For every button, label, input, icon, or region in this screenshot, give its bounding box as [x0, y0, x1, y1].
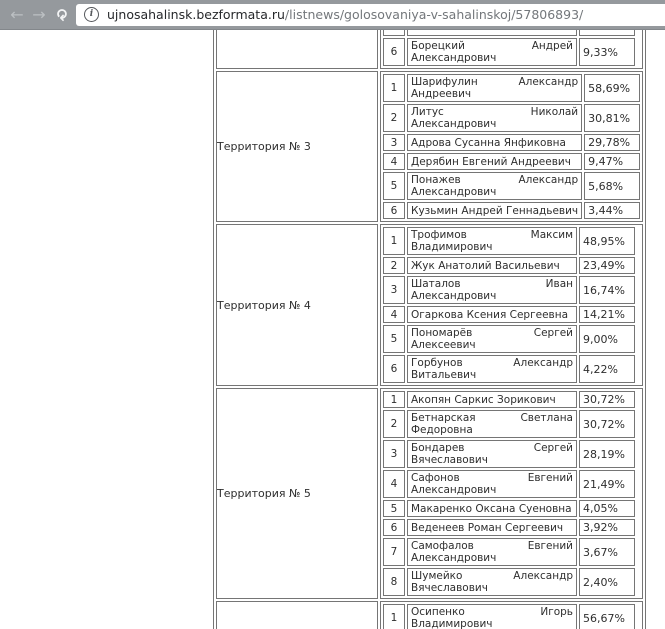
territory-cell: Территория № 5: [216, 388, 378, 599]
candidates-table: [381, 225, 637, 385]
candidate-row: [383, 104, 640, 132]
candidate-row: [383, 500, 635, 517]
candidate-row: [383, 172, 640, 200]
candidate-name-line: Алексеевич: [411, 339, 476, 351]
candidate-name-line: Акопян Саркис Зорикович: [411, 393, 556, 406]
candidate-name-line: Жук Анатолий Васильевич: [411, 259, 560, 272]
url-text: [107, 7, 583, 22]
candidate-name-word: Шарифулин: [411, 76, 478, 88]
candidate-name-line: Макаренко Оксана Суеновна: [411, 502, 572, 515]
candidate-name-line: [411, 229, 573, 241]
candidate-percent-cell: 30,72%: [579, 391, 635, 408]
candidates-table: [381, 389, 637, 598]
candidate-name-cell: [407, 74, 582, 102]
candidate-number-cell: 2: [383, 104, 405, 132]
candidate-name-line: [411, 412, 573, 424]
candidate-percent-cell: 3,67%: [579, 538, 635, 566]
territory-group-row: [216, 71, 643, 222]
candidate-percent-cell: 58,69%: [584, 74, 640, 102]
candidate-name-word: Сафонов: [411, 472, 460, 484]
back-button[interactable]: [6, 3, 28, 27]
candidate-percent-cell: 3,44%: [584, 202, 640, 219]
candidate-number-cell: 1: [383, 74, 405, 102]
forward-button[interactable]: [28, 3, 50, 27]
candidate-name-word: Литус: [411, 106, 444, 118]
candidate-row: [383, 410, 635, 438]
candidate-name-cell: [407, 30, 577, 36]
candidate-percent-cell: 4,22%: [579, 355, 635, 383]
candidate-name-word: Сергей: [533, 442, 573, 454]
candidate-name-cell: [407, 153, 582, 170]
candidate-name-line: Вячеславович: [411, 454, 488, 466]
candidate-row: [383, 538, 635, 566]
candidate-row: [383, 38, 635, 66]
candidate-number-cell: 6: [383, 38, 405, 66]
candidate-number-cell: [383, 30, 405, 36]
candidate-percent-cell: [579, 30, 635, 36]
candidate-name-line: Дерябин Евгений Андреевич: [411, 155, 571, 168]
candidate-name-word: Николай: [530, 106, 579, 118]
candidate-name-line: Александрович: [411, 118, 497, 130]
candidate-name-word: Бондарев: [411, 442, 465, 454]
candidate-name-cell: [407, 172, 582, 200]
candidate-name-cell: [407, 440, 577, 468]
candidate-row: [383, 306, 635, 323]
candidate-name-cell: [407, 604, 577, 629]
territory-cell: [216, 601, 378, 629]
candidate-row: [383, 568, 635, 596]
candidate-percent-cell: 2,40%: [579, 568, 635, 596]
candidate-name-line: Андреевич: [411, 88, 472, 100]
candidate-row: [383, 355, 635, 383]
candidate-name-line: [411, 357, 573, 369]
candidate-name-line: Витальевич: [411, 369, 477, 381]
candidate-percent-cell: 28,19%: [579, 440, 635, 468]
page-info-icon[interactable]: i: [84, 7, 99, 22]
candidate-name-line: Вячеславович: [411, 582, 488, 594]
candidate-percent-cell: 30,72%: [579, 410, 635, 438]
candidate-percent-cell: 9,33%: [579, 38, 635, 66]
candidate-number-cell: 2: [383, 257, 405, 274]
candidate-percent-cell: 16,74%: [579, 276, 635, 304]
candidate-name-cell: [407, 538, 577, 566]
candidate-number-cell: 8: [383, 568, 405, 596]
results-table-body: [216, 30, 643, 629]
territory-cell: Территория № 3: [216, 71, 378, 222]
candidate-name-cell: [407, 568, 577, 596]
candidate-name-line: Александрович: [411, 484, 497, 496]
candidate-row: [383, 391, 635, 408]
url-path: /listnews/golosovaniya-v-sahalinskoj/57806893/: [284, 7, 584, 22]
candidate-number-cell: 1: [383, 227, 405, 255]
candidates-table-body: [383, 30, 635, 66]
candidate-percent-cell: 48,95%: [579, 227, 635, 255]
candidate-name-line: [411, 30, 573, 34]
territory-cell: [216, 30, 378, 69]
candidate-name-word: Светлана: [520, 412, 573, 424]
candidate-name-line: Адрова Сусанна Янфиковна: [411, 136, 566, 149]
territory-group-row: [216, 30, 643, 69]
candidate-number-cell: 5: [383, 500, 405, 517]
candidate-name-line: [411, 174, 578, 186]
forward-arrow-icon: →: [32, 5, 46, 24]
candidate-row: [383, 202, 640, 219]
candidate-name-line: Владимирович: [411, 241, 493, 253]
candidate-row: [383, 134, 640, 151]
candidate-number-cell: 1: [383, 604, 405, 629]
candidate-percent-cell: 9,00%: [579, 325, 635, 353]
candidate-name-word: Максим: [530, 229, 573, 241]
candidate-percent-cell: 56,67%: [579, 604, 635, 629]
candidate-name-word: Александр: [518, 174, 579, 186]
candidate-name-word: Евгений: [527, 472, 573, 484]
candidate-name-cell: [407, 134, 582, 151]
candidate-name-word: Сергей: [533, 327, 573, 339]
candidate-percent-cell: 23,49%: [579, 257, 635, 274]
candidate-number-cell: 6: [383, 202, 405, 219]
candidate-name-line: [411, 327, 573, 339]
territory-cell: Территория № 4: [216, 224, 378, 386]
candidate-number-cell: 2: [383, 410, 405, 438]
territory-group-row: [216, 601, 643, 629]
browser-toolbar: [0, 0, 665, 30]
candidate-number-cell: 7: [383, 538, 405, 566]
candidates-cell: [380, 30, 643, 69]
candidate-name-line: [411, 540, 573, 552]
candidate-row: [383, 74, 640, 102]
candidate-number-cell: 6: [383, 355, 405, 383]
candidate-percent-cell: 3,92%: [579, 519, 635, 536]
candidate-name-line: Веденеев Роман Сергеевич: [411, 521, 564, 534]
candidate-row: [383, 30, 635, 36]
candidate-name-line: [411, 40, 573, 52]
results-table: [213, 30, 646, 629]
candidate-name-cell: [407, 391, 577, 408]
candidates-table: [381, 30, 637, 68]
address-bar[interactable]: [76, 4, 665, 26]
candidate-row: [383, 153, 640, 170]
candidate-name-line: [411, 472, 573, 484]
candidate-percent-cell: 9,47%: [584, 153, 640, 170]
candidate-name-line: Александрович: [411, 290, 497, 302]
candidate-name-cell: [407, 257, 577, 274]
candidate-name-line: Федоровна: [411, 424, 473, 436]
candidate-percent-cell: 5,68%: [584, 172, 640, 200]
candidate-name-cell: [407, 104, 582, 132]
candidate-name-cell: [407, 519, 577, 536]
candidate-number-cell: 5: [383, 325, 405, 353]
reload-icon: ⟳: [51, 8, 70, 21]
candidate-number-cell: 3: [383, 440, 405, 468]
candidates-cell: [380, 71, 643, 222]
candidate-name-line: Александрович: [411, 52, 497, 64]
candidate-row: [383, 440, 635, 468]
candidate-name-line: Александрович: [411, 552, 497, 564]
page-content: [0, 30, 665, 629]
candidate-name-word: Шаталов: [411, 278, 461, 290]
candidate-name-line: Огаркова Ксения Сергеевна: [411, 308, 569, 321]
candidate-name-cell: [407, 202, 582, 219]
candidate-name-word: Трофимов: [411, 229, 467, 241]
candidate-number-cell: 5: [383, 172, 405, 200]
candidate-name-word: Евгений: [527, 540, 573, 552]
candidates-table: [381, 72, 642, 221]
territory-group-row: [216, 224, 643, 386]
candidate-name-line: Александрович: [411, 186, 497, 198]
candidate-number-cell: 3: [383, 134, 405, 151]
candidate-name-word: Андрей: [531, 40, 573, 52]
candidate-name-cell: [407, 306, 577, 323]
candidate-name-word: Шумейко: [411, 570, 463, 582]
candidate-name-cell: [407, 276, 577, 304]
candidate-percent-cell: 29,78%: [584, 134, 640, 151]
candidate-number-cell: 1: [383, 391, 405, 408]
candidate-row: [383, 519, 635, 536]
territory-group-row: [216, 388, 643, 599]
candidate-name-word: Горбунов: [411, 357, 463, 369]
candidate-name-word: Самофалов: [411, 540, 474, 552]
candidate-name-line: [411, 278, 573, 290]
candidate-percent-cell: 21,49%: [579, 470, 635, 498]
candidate-row: [383, 276, 635, 304]
back-arrow-icon: ←: [10, 5, 24, 24]
candidate-name-word: Пономарёв: [411, 327, 473, 339]
candidates-table-body: [383, 227, 635, 383]
candidate-row: [383, 325, 635, 353]
candidate-name-word: Александр: [513, 570, 573, 582]
candidate-name-cell: [407, 355, 577, 383]
candidate-number-cell: 4: [383, 306, 405, 323]
candidate-name-word: Осипенко: [411, 606, 465, 618]
candidate-number-cell: 3: [383, 276, 405, 304]
candidate-row: [383, 257, 635, 274]
candidates-cell: [380, 601, 643, 629]
candidate-percent-cell: 4,05%: [579, 500, 635, 517]
reload-button[interactable]: [50, 3, 72, 27]
candidate-name-word: Иван: [545, 278, 573, 290]
candidate-percent-cell: 30,81%: [584, 104, 640, 132]
candidate-row: [383, 604, 635, 629]
candidate-name-line: [411, 76, 578, 88]
candidate-name-line: [411, 606, 573, 618]
candidates-cell: [380, 224, 643, 386]
results-table-wrapper: [213, 30, 665, 629]
candidates-cell: [380, 388, 643, 599]
candidate-name-word: Александр: [518, 76, 579, 88]
candidate-name-line: Владимирович: [411, 618, 493, 629]
candidate-row: [383, 470, 635, 498]
url-host: ujnosahalinsk.bezformata.ru: [107, 7, 285, 22]
candidate-name-word: Игорь: [540, 606, 573, 618]
candidate-name-line: [411, 570, 573, 582]
candidates-table-body: [383, 604, 635, 629]
candidate-name-word: Бетнарская: [411, 412, 476, 424]
candidate-name-line: Кузьмин Андрей Геннадьевич: [411, 204, 579, 217]
candidate-name-word: Александр: [513, 357, 573, 369]
candidates-table-body: [383, 391, 635, 596]
candidate-number-cell: 6: [383, 519, 405, 536]
candidate-percent-cell: 14,21%: [579, 306, 635, 323]
candidate-name-cell: [407, 325, 577, 353]
candidate-row: [383, 227, 635, 255]
candidate-name-line: [411, 106, 578, 118]
candidate-number-cell: 4: [383, 470, 405, 498]
candidate-name-cell: [407, 38, 577, 66]
candidates-table-body: [383, 74, 640, 219]
candidate-name-line: [411, 442, 573, 454]
candidate-number-cell: 4: [383, 153, 405, 170]
candidates-table: [381, 602, 637, 629]
candidate-name-cell: [407, 470, 577, 498]
candidate-name-cell: [407, 227, 577, 255]
candidate-name-word: Понажев: [411, 174, 461, 186]
candidate-name-cell: [407, 410, 577, 438]
candidate-name-cell: [407, 500, 577, 517]
candidate-name-word: Борецкий: [411, 40, 465, 52]
